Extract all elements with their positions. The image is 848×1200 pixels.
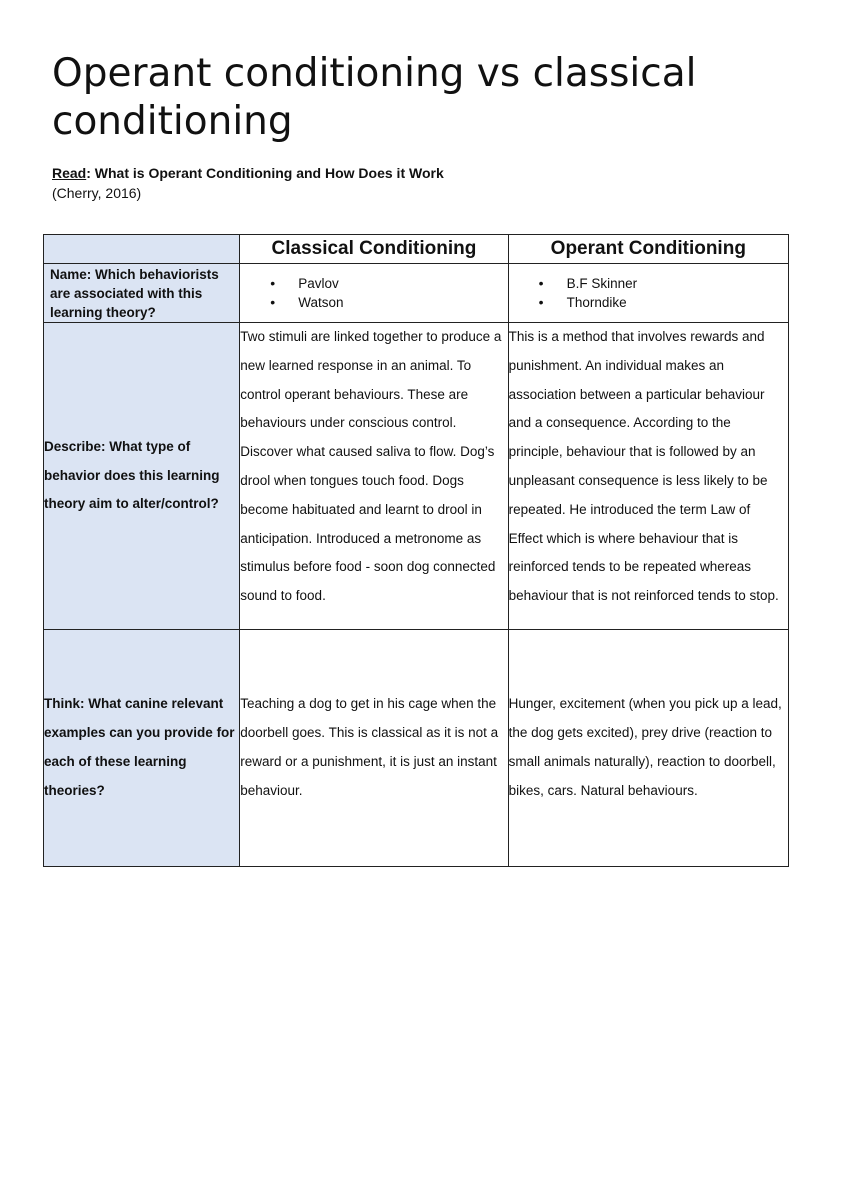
comparison-table [43, 234, 789, 867]
table-row-describe [44, 323, 789, 630]
read-article-title: : What is Operant Conditioning and How Does it Work [86, 165, 444, 181]
list-item: • Watson [270, 293, 507, 312]
list-item: • Pavlov [270, 274, 507, 293]
table-row-think [44, 630, 789, 867]
header-operant-conditioning: Operant Conditioning [508, 235, 788, 264]
classical-behaviorists-list [240, 274, 507, 312]
reading-reference [52, 164, 444, 182]
answer-cell-classical-name [240, 264, 508, 323]
citation: (Cherry, 2016) [52, 185, 142, 201]
page-title: Operant conditioning vs classical conditioning [52, 51, 697, 144]
operant-behaviorists-list [509, 274, 788, 312]
answer-classical-describe [240, 323, 508, 630]
answer-cell-operant-name [508, 264, 788, 323]
answer-classical-think: Teaching a dog to get in his cage when the doorbell goes. This is classical as it is not a reward or a punishment, it is just an instant behaviour. [240, 630, 508, 867]
question-cell-name [44, 264, 240, 323]
list-item: • Thorndike [539, 293, 788, 312]
read-label: Read [52, 165, 87, 181]
list-item: • B.F Skinner [539, 274, 788, 293]
question-think: Think: What canine relevant examples can you provide for each of these learning theories? [44, 630, 240, 867]
answer-operant-describe: This is a method that involves rewards and punishment. An individual makes an association between a particular behaviour and a consequence. According to the principle, behaviour that is followed by an unpleasant consequence is less likely to be repeated. He introduced the term Law of Effect which is where behaviour that is reinforced tends to be repeated whereas behaviour that is not reinforced tends to stop. [508, 323, 788, 630]
classical-describe-paragraph-2: Discover what caused saliva to flow. Dog’s drool when tongues touch food. Dogs become habituated and learnt to drool in anticipation. Introduced a metronome as stimulus before food - soon dog connected sound to food. [240, 444, 496, 604]
question-name: Name: Which behaviorists are associated with this learning theory? [50, 267, 219, 320]
table-row-name [44, 264, 789, 323]
classical-describe-paragraph-1: Two stimuli are linked together to produce a new learned response in an animal. To control operant behaviours. These are behaviours under conscious control. [240, 329, 502, 431]
answer-operant-think: Hunger, excitement (when you pick up a lead, the dog gets excited), prey drive (reaction to small animals naturally), reaction to doorbell, bikes, cars. Natural behaviours. [508, 630, 788, 867]
table-header-row [44, 235, 789, 264]
header-classical-conditioning: Classical Conditioning [240, 235, 508, 264]
question-describe: Describe: What type of behavior does this learning theory aim to alter/control? [44, 323, 240, 630]
header-empty-cell [44, 235, 240, 264]
